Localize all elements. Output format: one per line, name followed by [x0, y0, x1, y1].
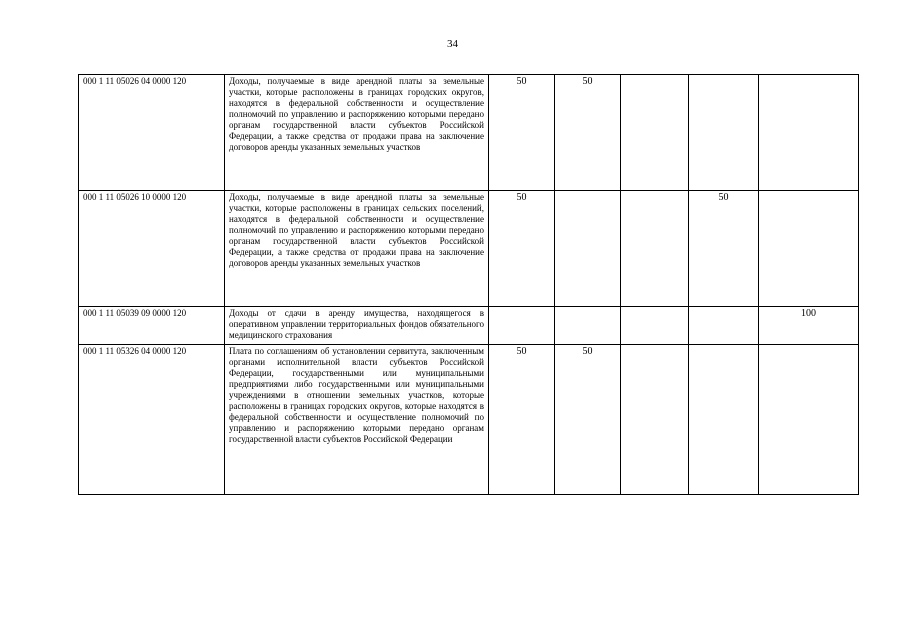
value-cell: [689, 75, 759, 191]
value-cell: [621, 345, 689, 495]
value-cell: 50: [555, 75, 621, 191]
revenue-description-cell: Доходы, получаемые в виде арендной платы за земельные участки, которые расположены в границах городских округов, находятся в федеральной собственности и осуществление полномочий по управлению и распоряжению которыми передано органам государственной власти субъектов Российской Федерации, а также средства от продажи права на заключение договоров аренды указанных земельных участков: [225, 75, 489, 191]
value-cell: [621, 75, 689, 191]
value-cell: [759, 345, 859, 495]
value-cell: [689, 345, 759, 495]
revenue-description-cell: Плата по соглашениям об установлении сервитута, заключенным органами исполнительной власти субъектов Российской Федерации, государственными или муниципальными предприятиями либо государственными или муниципальными учреждениями в отношении земельных участков, которые расположены в границах городских округов, которые находятся в федеральной собственности и осуществление полномочий по управлению и распоряжению которыми передано органам государственной власти субъектов Российской Федерации: [225, 345, 489, 495]
value-cell: [555, 307, 621, 345]
value-cell: 100: [759, 307, 859, 345]
revenue-code-cell: 000 1 11 05026 10 0000 120: [79, 191, 225, 307]
value-cell: [555, 191, 621, 307]
page-number: 34: [447, 38, 458, 50]
value-cell: 50: [555, 345, 621, 495]
value-cell: [759, 75, 859, 191]
value-cell: 50: [489, 345, 555, 495]
value-cell: [759, 191, 859, 307]
value-cell: [489, 307, 555, 345]
value-cell: 50: [489, 191, 555, 307]
value-cell: [621, 307, 689, 345]
value-cell: [689, 307, 759, 345]
value-cell: 50: [689, 191, 759, 307]
table-row: [79, 345, 859, 495]
revenue-code-cell: 000 1 11 05326 04 0000 120: [79, 345, 225, 495]
revenue-distribution-table: [78, 74, 859, 495]
table-row: [79, 75, 859, 191]
revenue-description-cell: Доходы от сдачи в аренду имущества, находящегося в оперативном управлении территориальных фондов обязательного медицинского страхования: [225, 307, 489, 345]
revenue-code-cell: 000 1 11 05039 09 0000 120: [79, 307, 225, 345]
table-row: [79, 307, 859, 345]
value-cell: [621, 191, 689, 307]
value-cell: 50: [489, 75, 555, 191]
table-row: [79, 191, 859, 307]
revenue-code-cell: 000 1 11 05026 04 0000 120: [79, 75, 225, 191]
revenue-description-cell: Доходы, получаемые в виде арендной платы за земельные участки, которые расположены в границах сельских поселений, находятся в федеральной собственности и осуществление полномочий по управлению и распоряжению которыми передано органам государственной власти субъектов Российской Федерации, а также средства от продажи права на заключение договоров аренды указанных земельных участков: [225, 191, 489, 307]
